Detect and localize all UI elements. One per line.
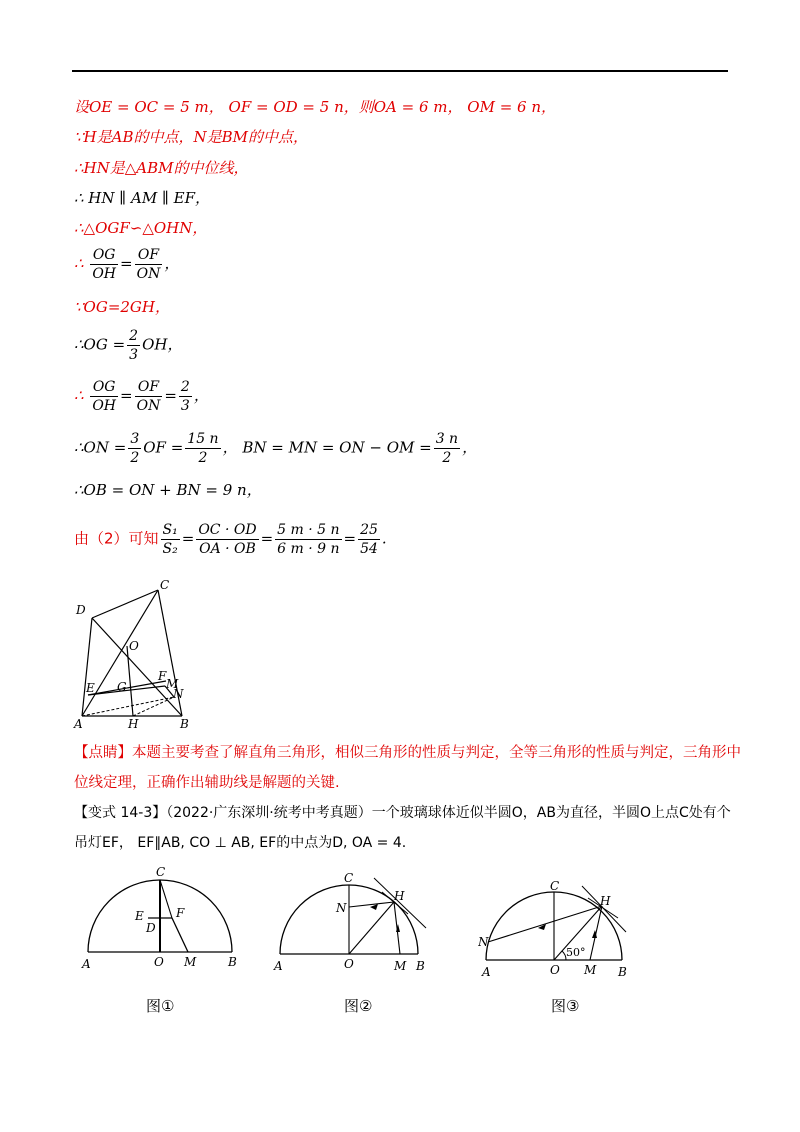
fig-3-label-C: C <box>550 879 560 893</box>
solution-line-6: ∴ $\frac{OG}{OH}$ = $\frac{OF}{ON}$ ， <box>74 247 180 282</box>
solution-line-5: ∴△OGF∽△OHN， <box>74 219 208 237</box>
fig-2-label-C: C <box>344 871 354 885</box>
fig1-label-E: E <box>86 681 95 695</box>
figure-2-caption: 图② <box>344 997 373 1015</box>
variant-line-2: 吊灯EF， EF∥AB, CO ⊥ AB, EF的中点为D, OA = 4. <box>74 835 407 851</box>
comment-line-2: 位线定理，正确作出辅助线是解题的关键. <box>74 775 340 791</box>
fig-1-label-B: B <box>228 955 237 969</box>
figure-3-caption: 图③ <box>551 997 580 1015</box>
fig-1-label-F: F <box>176 906 185 920</box>
semicircle-figure-2 <box>270 862 440 977</box>
solution-line-7: ∵OG=2GH， <box>74 298 170 316</box>
solution-line-2: ∵H是AB的中点，N是BM的中点， <box>74 128 308 146</box>
figure-1-caption: 图① <box>146 997 175 1015</box>
solution-line-3: ∴HN是△ABM的中位线， <box>74 159 249 177</box>
fig1-label-F: F <box>158 669 167 683</box>
fig-3-label-B: B <box>618 965 627 979</box>
solution-line-9: ∴ $\frac{OG}{OH}$ = $\frac{OF}{ON}$ = $\frac{2}{3}$ ， <box>74 379 209 414</box>
semicircle-figure-3 <box>478 872 648 982</box>
variant-line-1: 【变式 14-3】（2022·广东深圳·统考中考真题）一个玻璃球体近似半圆O，AB为直径，半圆O上点C处有个 <box>74 805 731 821</box>
fig-2-label-N: N <box>336 901 347 915</box>
fig-1-label-D: D <box>146 921 156 935</box>
fig1-label-D: D <box>76 603 86 617</box>
fig-3-label-A: A <box>482 965 491 979</box>
solution-line-1: 设OE = OC = 5 m， OF = OD = 5 n，则OA = 6 m， OM = 6 n， <box>74 98 557 116</box>
fig-1-label-O: O <box>154 955 164 969</box>
solution-line-11: ∴OB = ON + BN = 9 n， <box>74 481 262 499</box>
fig1-label-G: G <box>117 680 127 694</box>
fig-2-label-B: B <box>416 959 425 973</box>
top-rule <box>72 70 728 72</box>
solution-line-12: 由（2）可知 $\frac{\text{S₁}}{\text{S₂}}$ = $\frac{OC \cdot OD}{OA \cdot OB}$ = $\frac{5 m \cdot 5 n}{6 m \cdot 9 n}$ = $\frac{25}{54}$ . <box>74 522 387 557</box>
fig1-label-M: M <box>166 677 179 691</box>
fig-2-label-O: O <box>344 957 354 971</box>
fig1-label-A: A <box>74 717 83 730</box>
fig-3-label-N: N <box>478 935 489 949</box>
semicircle-figure-1 <box>78 862 248 972</box>
fig-1-label-A: A <box>82 957 91 971</box>
fig1-label-N: N <box>173 687 184 701</box>
quadrilateral-figure <box>70 578 200 730</box>
solution-line-8: ∴OG = $\frac{2}{3}$ OH， <box>74 328 183 363</box>
fig-2-label-A: A <box>274 959 283 973</box>
fig-2-label-M: M <box>394 959 407 973</box>
fig-2-label-H: H <box>394 889 405 903</box>
fig1-label-O: O <box>129 639 139 653</box>
fig-3-label-H: H <box>600 894 611 908</box>
fig-1-label-E: E <box>135 909 144 923</box>
solution-line-4: ∴ HN ∥ AM ∥ EF， <box>74 189 210 207</box>
fig-1-label-M: M <box>184 955 197 969</box>
comment-line-1: 【点睛】本题主要考查了解直角三角形，相似三角形的性质与判定，全等三角形的性质与判定，三角形中 <box>74 745 741 761</box>
fig1-label-C: C <box>160 578 170 592</box>
fig-3-angle-label: 50° <box>566 946 586 959</box>
fig-3-label-M: M <box>584 963 597 977</box>
fig-3-label-O: O <box>550 963 560 977</box>
fig1-label-H: H <box>128 717 139 730</box>
fig-1-label-C: C <box>156 865 166 879</box>
solution-line-10: ∴ON = $\frac{3}{2}$ OF = $\frac{15 n}{2}$ ， BN = MN = ON − OM = $\frac{3 n}{2}$ ， <box>74 431 478 466</box>
fig1-label-B: B <box>180 717 189 730</box>
